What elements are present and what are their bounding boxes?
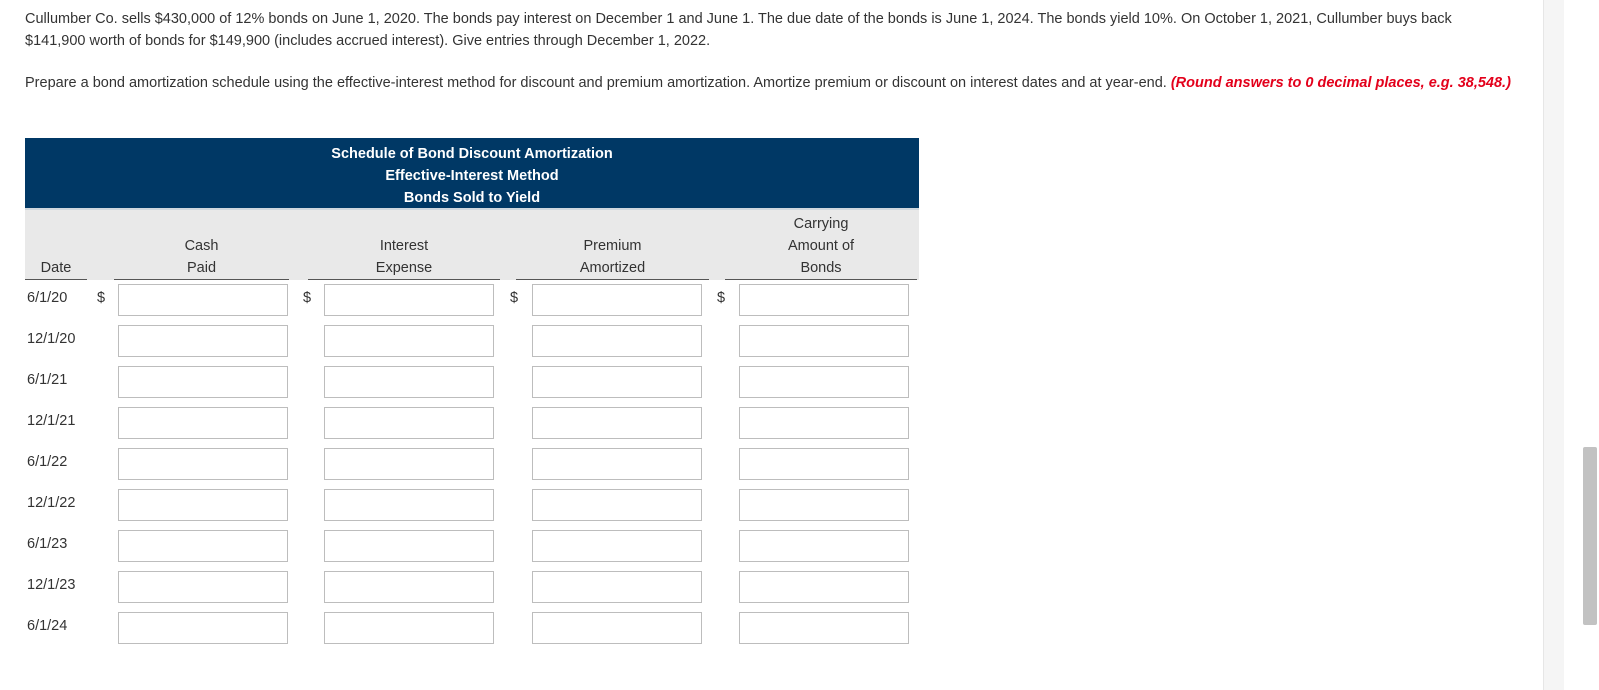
premium-amortized-input[interactable]	[532, 366, 702, 398]
carrying-amount-input[interactable]	[739, 489, 909, 521]
header-premium-amortized	[516, 235, 709, 280]
header-premium-line-1: Premium	[583, 238, 642, 254]
dollar-sign: $	[510, 290, 519, 306]
table-row	[25, 403, 919, 444]
row-date: 12/1/22	[27, 495, 76, 511]
row-date: 6/1/22	[27, 454, 68, 470]
row-date: 6/1/24	[27, 618, 68, 634]
schedule-title	[25, 138, 919, 208]
carrying-amount-input[interactable]	[739, 448, 909, 480]
premium-amortized-input[interactable]	[532, 325, 702, 357]
interest-expense-input[interactable]	[324, 571, 494, 603]
header-carrying-amount	[725, 213, 917, 280]
cash-paid-input[interactable]	[118, 448, 288, 480]
header-carrying-line-2: Amount of	[787, 238, 855, 254]
row-date: 12/1/23	[27, 577, 76, 593]
header-date-line-1: Date	[40, 260, 72, 276]
cash-paid-input[interactable]	[118, 325, 288, 357]
table-row	[25, 526, 919, 567]
interest-expense-input[interactable]	[324, 448, 494, 480]
dollar-sign: $	[303, 290, 312, 306]
cash-paid-input[interactable]	[118, 407, 288, 439]
amortization-schedule	[25, 138, 919, 649]
carrying-amount-input[interactable]	[739, 530, 909, 562]
carrying-amount-input[interactable]	[739, 612, 909, 644]
carrying-amount-input[interactable]	[739, 325, 909, 357]
schedule-title-line-1: Schedule of Bond Discount Amortization	[331, 146, 613, 162]
row-date: 6/1/21	[27, 372, 68, 388]
premium-amortized-input[interactable]	[532, 448, 702, 480]
interest-expense-input[interactable]	[324, 612, 494, 644]
schedule-title-line-2: Effective-Interest Method	[385, 168, 559, 184]
premium-amortized-input[interactable]	[532, 284, 702, 316]
table-row	[25, 444, 919, 485]
header-carrying-line-3: Bonds	[800, 260, 842, 276]
instruction-body: Prepare a bond amortization schedule using the effective-interest method for discount and premium amortization. Amortize premium or discount on interest dates and at year-end.	[25, 75, 1171, 91]
cash-paid-input[interactable]	[118, 612, 288, 644]
carrying-amount-input[interactable]	[739, 284, 909, 316]
table-row	[25, 362, 919, 403]
scrollbar-thumb[interactable]	[1583, 447, 1597, 625]
header-cash-paid	[114, 235, 289, 280]
cash-paid-input[interactable]	[118, 489, 288, 521]
header-premium-line-2: Amortized	[579, 260, 646, 276]
carrying-amount-input[interactable]	[739, 571, 909, 603]
cash-paid-input[interactable]	[118, 530, 288, 562]
table-row	[25, 608, 919, 649]
rounding-hint: (Round answers to 0 decimal places, e.g. 38,548.)	[1170, 75, 1511, 91]
interest-expense-input[interactable]	[324, 530, 494, 562]
premium-amortized-input[interactable]	[532, 407, 702, 439]
interest-expense-input[interactable]	[324, 407, 494, 439]
premium-amortized-input[interactable]	[532, 571, 702, 603]
row-date: 12/1/20	[27, 331, 76, 347]
table-row	[25, 567, 919, 608]
problem-text: Cullumber Co. sells $430,000 of 12% bonds on June 1, 2020. The bonds pay interest on December 1 and June 1. The due date of the bonds is June 1, 2024. The bonds yield 10%. On October 1, 2021, Cullumber buys back $141,900 worth of bonds for $149,900 (includes accrued interest). Give entries through December 1, 2022.	[25, 11, 1452, 49]
header-carrying-line-1: Carrying	[793, 216, 849, 232]
column-headers	[25, 208, 919, 280]
instruction-text	[25, 72, 1515, 94]
row-date: 12/1/21	[27, 413, 76, 429]
table-row	[25, 321, 919, 362]
interest-expense-input[interactable]	[324, 489, 494, 521]
cash-paid-input[interactable]	[118, 366, 288, 398]
header-interest-line-2: Expense	[375, 260, 433, 276]
header-interest-line-1: Interest	[379, 238, 429, 254]
header-date	[25, 257, 87, 280]
carrying-amount-input[interactable]	[739, 366, 909, 398]
table-row	[25, 280, 919, 321]
schedule-rows	[25, 280, 919, 649]
interest-expense-input[interactable]	[324, 284, 494, 316]
table-row	[25, 485, 919, 526]
scrollbar-track[interactable]	[1543, 0, 1564, 690]
row-date: 6/1/20	[27, 290, 68, 306]
cash-paid-input[interactable]	[118, 571, 288, 603]
premium-amortized-input[interactable]	[532, 530, 702, 562]
premium-amortized-input[interactable]	[532, 489, 702, 521]
header-interest-expense	[308, 235, 500, 280]
dollar-sign: $	[97, 290, 106, 306]
interest-expense-input[interactable]	[324, 366, 494, 398]
cash-paid-input[interactable]	[118, 284, 288, 316]
row-date: 6/1/23	[27, 536, 68, 552]
carrying-amount-input[interactable]	[739, 407, 909, 439]
premium-amortized-input[interactable]	[532, 612, 702, 644]
header-cash-line-2: Paid	[186, 260, 217, 276]
interest-expense-input[interactable]	[324, 325, 494, 357]
schedule-title-line-3: Bonds Sold to Yield	[403, 190, 541, 206]
header-cash-line-1: Cash	[184, 238, 219, 254]
problem-statement	[25, 8, 1515, 94]
dollar-sign: $	[717, 290, 726, 306]
